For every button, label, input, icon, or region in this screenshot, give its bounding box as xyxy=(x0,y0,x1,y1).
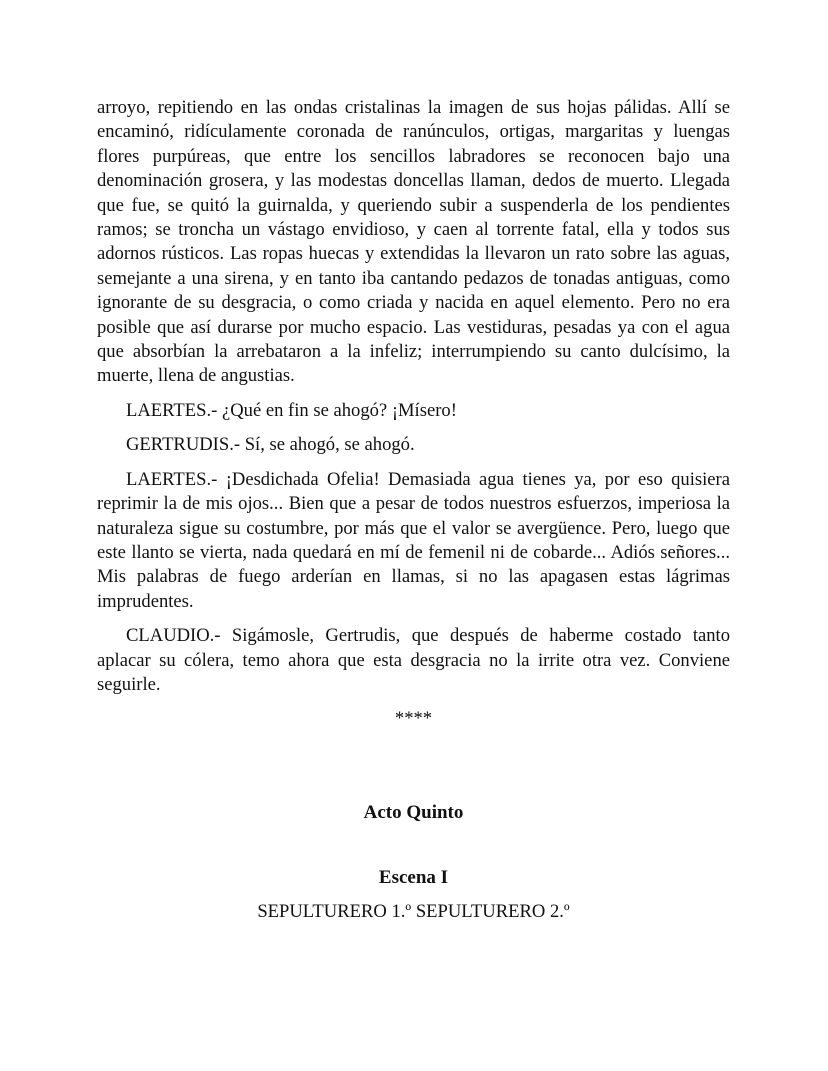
narrative-paragraph: arroyo, repitiendo en las ondas cristalinas la imagen de sus hojas pálidas. Allí se encaminó, ridículamente coronada de ranúnculos, ortigas, margaritas y luengas flores purpúreas, que entre los sencillos labradores se reconocen bajo una denominación grosera, y las modestas doncellas llaman, dedos de muerto. Llegada que fue, se quitó la guirnalda, y queriendo subir a suspenderla de los pendientes ramos; se troncha un vástago envidioso, y caen al torrente fatal, ella y todos sus adornos rústicos. Las ropas huecas y extendidas la llevaron un rato sobre las aguas, semejante a una sirena, y en tanto iba cantando pedazos de tonadas antiguas, como ignorante de su desgracia, o como criada y nacida en aquel elemento. Pero no era posible que así durarse por mucho espacio. Las vestiduras, pesadas ya con el agua que absorbían la arrebataron a la infeliz; interrumpiendo su canto dulcísimo, la muerte, llena de angustias. xyxy=(97,97,730,387)
scene-characters: SEPULTURERO 1.º SEPULTURERO 2.º xyxy=(257,900,570,922)
dialogue-claudio: CLAUDIO.- Sigámosle, Gertrudis, que después de haberme costado tanto aplacar su cólera, temo ahora que esta desgracia no la irrite otra vez. Conviene seguirle. xyxy=(97,625,730,695)
dialogue-laertes-1: LAERTES.- ¿Qué en fin se ahogó? ¡Mísero! xyxy=(126,399,457,421)
dialogue-laertes-2: LAERTES.- ¡Desdichada Ofelia! Demasiada agua tienes ya, por eso quisiera reprimir la de mis ojos... Bien que a pesar de todos nuestros esfuerzos, imperiosa la naturaleza sigue su costumbre, por más que el valor se avergüence. Pero, luego que este llanto se vierta, nada quedará en mí de femenil ni de cobarde... Adiós señores... Mis palabras de fuego arderían en llamas, si no las apagasen estas lágrimas imprudentes. xyxy=(97,468,730,612)
section-separator: **** xyxy=(394,708,433,730)
dialogue-gertrudis: GERTRUDIS.- Sí, se ahogó, se ahogó. xyxy=(126,434,415,456)
scene-title: Escena I xyxy=(378,867,449,889)
document-page xyxy=(97,96,730,924)
act-title: Acto Quinto xyxy=(363,801,464,823)
